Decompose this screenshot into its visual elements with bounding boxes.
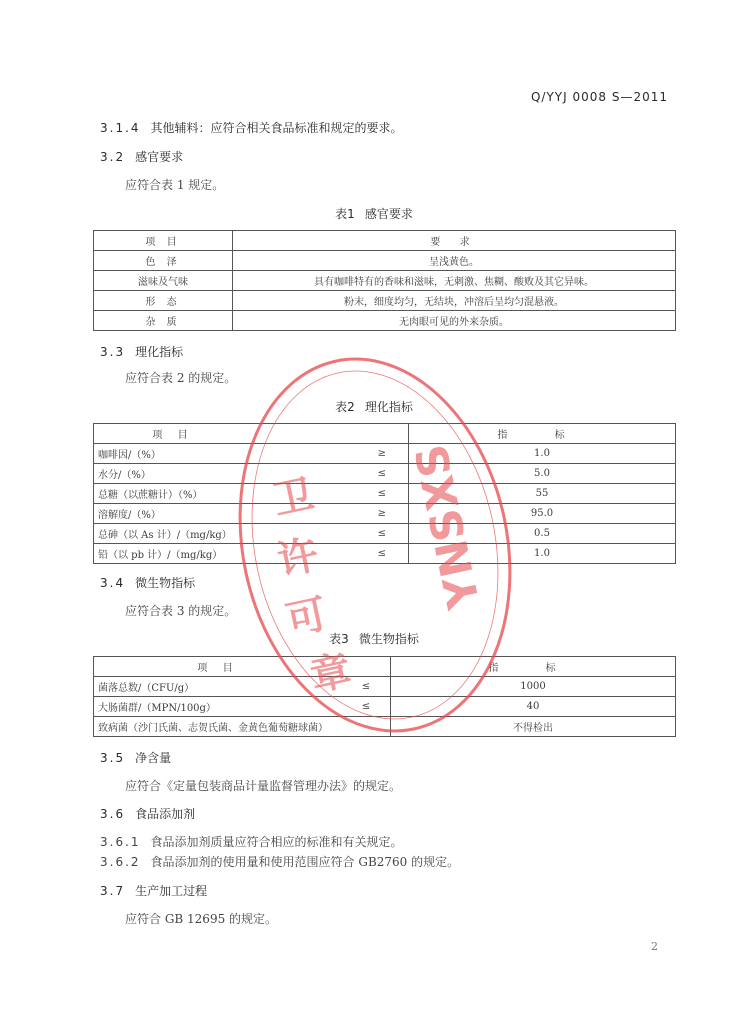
table-row bbox=[94, 291, 676, 311]
table-sensory bbox=[93, 230, 676, 331]
section-title: 食品添加剂 bbox=[135, 807, 196, 821]
table-header-row bbox=[94, 424, 676, 444]
section-number: 3.6.1 bbox=[100, 835, 141, 849]
caption-title: 微生物指标 bbox=[358, 632, 419, 646]
caption-title: 理化指标 bbox=[364, 400, 413, 414]
section-3-6-heading bbox=[100, 805, 195, 822]
cell-item: 杂 质 bbox=[94, 311, 233, 331]
header-cell: 项 目 bbox=[94, 424, 253, 444]
document-code: Q/YYJ 0008 S—2011 bbox=[530, 90, 668, 104]
cell-value: 1.0 bbox=[409, 444, 676, 464]
table-row bbox=[94, 677, 676, 697]
table-row bbox=[94, 484, 676, 504]
section-3-2-body: 应符合表 1 规定。 bbox=[125, 178, 225, 192]
page-number: 2 bbox=[651, 940, 658, 953]
header-cell: 项 目 bbox=[94, 231, 233, 251]
cell-item: 滋味及气味 bbox=[94, 271, 233, 291]
section-3-7-body: 应符合 GB 12695 的规定。 bbox=[125, 912, 278, 926]
table-row bbox=[94, 697, 676, 717]
header-cell-blank bbox=[252, 424, 409, 444]
section-title: 感官要求 bbox=[135, 150, 184, 164]
section-number: 3.4 bbox=[100, 576, 126, 590]
section-3-4-heading bbox=[100, 574, 195, 591]
cell-value: 1000 bbox=[391, 677, 676, 697]
section-3-4-body: 应符合表 3 的规定。 bbox=[125, 604, 237, 618]
section-text: 食品添加剂的使用量和使用范围应符合 GB2760 的规定。 bbox=[150, 855, 460, 869]
cell-operator: ≥ bbox=[252, 444, 409, 464]
caption-number: 表2 bbox=[335, 400, 355, 414]
cell-requirement: 粉末，细度均匀，无结块，冲溶后呈均匀混悬液。 bbox=[233, 291, 676, 311]
cell-item: 总糖（以蔗糖计）（%） bbox=[94, 484, 253, 504]
cell-item: 致病菌（沙门氏菌、志贺氏菌、金黄色葡萄糖球菌） bbox=[94, 717, 343, 737]
section-3-5-heading bbox=[100, 749, 171, 766]
cell-value: 不得检出 bbox=[391, 717, 676, 737]
section-3-1-4 bbox=[100, 119, 403, 136]
cell-operator: ≤ bbox=[252, 484, 409, 504]
section-3-6-1 bbox=[100, 833, 403, 850]
section-3-2-heading bbox=[100, 148, 183, 165]
cell-item: 色 泽 bbox=[94, 251, 233, 271]
table-row bbox=[94, 504, 676, 524]
section-title: 净含量 bbox=[135, 751, 172, 765]
header-cell: 项 目 bbox=[94, 657, 343, 677]
cell-requirement: 具有咖啡特有的香味和滋味，无刺激、焦糊、酸败及其它异味。 bbox=[233, 271, 676, 291]
cell-item: 溶解度/（%） bbox=[94, 504, 253, 524]
caption-title: 感官要求 bbox=[364, 207, 413, 221]
cell-requirement: 呈浅黄色。 bbox=[233, 251, 676, 271]
cell-item: 水分/（%） bbox=[94, 464, 253, 484]
svg-text:卫: 卫 bbox=[269, 471, 318, 525]
cell-value: 55 bbox=[409, 484, 676, 504]
cell-requirement: 无肉眼可见的外来杂质。 bbox=[233, 311, 676, 331]
header-cell: 指 标 bbox=[391, 657, 676, 677]
section-number: 3.3 bbox=[100, 345, 126, 359]
table-row bbox=[94, 464, 676, 484]
cell-item: 大肠菌群/（MPN/100g） bbox=[94, 697, 343, 717]
table-row bbox=[94, 271, 676, 291]
cell-item: 咖啡因/（%） bbox=[94, 444, 253, 464]
section-number: 3.5 bbox=[100, 751, 126, 765]
section-text: 其他辅料：应符合相关食品标准和规定的要求。 bbox=[150, 121, 403, 135]
cell-item: 铅（以 pb 计）/（mg/kg） bbox=[94, 544, 253, 564]
cell-operator: ≤ bbox=[342, 697, 391, 717]
table3-caption bbox=[0, 630, 748, 647]
section-title: 理化指标 bbox=[135, 345, 184, 359]
section-3-3-body: 应符合表 2 的规定。 bbox=[125, 371, 237, 385]
table-row bbox=[94, 544, 676, 564]
section-number: 3.6.2 bbox=[100, 855, 141, 869]
section-number: 3.1.4 bbox=[100, 121, 141, 135]
cell-operator: ≥ bbox=[252, 504, 409, 524]
section-title: 微生物指标 bbox=[135, 576, 196, 590]
cell-value: 1.0 bbox=[409, 544, 676, 564]
svg-text:许: 许 bbox=[273, 531, 323, 585]
section-title: 生产加工过程 bbox=[135, 884, 208, 898]
cell-operator: ≤ bbox=[252, 544, 409, 564]
table-row bbox=[94, 251, 676, 271]
cell-operator: ≤ bbox=[252, 464, 409, 484]
cell-value: 40 bbox=[391, 697, 676, 717]
table-header-row bbox=[94, 231, 676, 251]
header-cell-blank bbox=[342, 657, 391, 677]
cell-item: 菌落总数/（CFU/g） bbox=[94, 677, 343, 697]
cell-operator: ≤ bbox=[342, 677, 391, 697]
cell-item: 形 态 bbox=[94, 291, 233, 311]
table-physicochemical bbox=[93, 423, 676, 564]
table-row bbox=[94, 524, 676, 544]
svg-text:章: 章 bbox=[306, 647, 356, 701]
table-microbiological bbox=[93, 656, 676, 737]
table-row bbox=[94, 311, 676, 331]
table1-caption bbox=[0, 205, 748, 222]
section-text: 食品添加剂质量应符合相应的标准和有关规定。 bbox=[150, 835, 403, 849]
svg-text:可: 可 bbox=[282, 591, 331, 645]
table-header-row bbox=[94, 657, 676, 677]
header-cell: 要 求 bbox=[233, 231, 676, 251]
section-3-5-body: 应符合《定量包装商品计量监督管理办法》的规定。 bbox=[125, 779, 402, 793]
cell-value: 95.0 bbox=[409, 504, 676, 524]
table2-caption bbox=[0, 398, 748, 415]
table-row bbox=[94, 717, 676, 737]
cell-operator bbox=[342, 717, 391, 737]
section-3-3-heading bbox=[100, 343, 183, 360]
table-row bbox=[94, 444, 676, 464]
caption-number: 表3 bbox=[329, 632, 349, 646]
cell-value: 0.5 bbox=[409, 524, 676, 544]
svg-text:YNSXS: YNSXS bbox=[406, 439, 491, 613]
section-number: 3.6 bbox=[100, 807, 126, 821]
cell-item: 总砷（以 As 计）/（mg/kg） bbox=[94, 524, 253, 544]
section-number: 3.2 bbox=[100, 150, 126, 164]
header-cell: 指 标 bbox=[409, 424, 676, 444]
cell-operator: ≤ bbox=[252, 524, 409, 544]
cell-value: 5.0 bbox=[409, 464, 676, 484]
section-3-7-heading bbox=[100, 882, 207, 899]
section-number: 3.7 bbox=[100, 884, 126, 898]
caption-number: 表1 bbox=[335, 207, 355, 221]
section-3-6-2 bbox=[100, 853, 459, 870]
